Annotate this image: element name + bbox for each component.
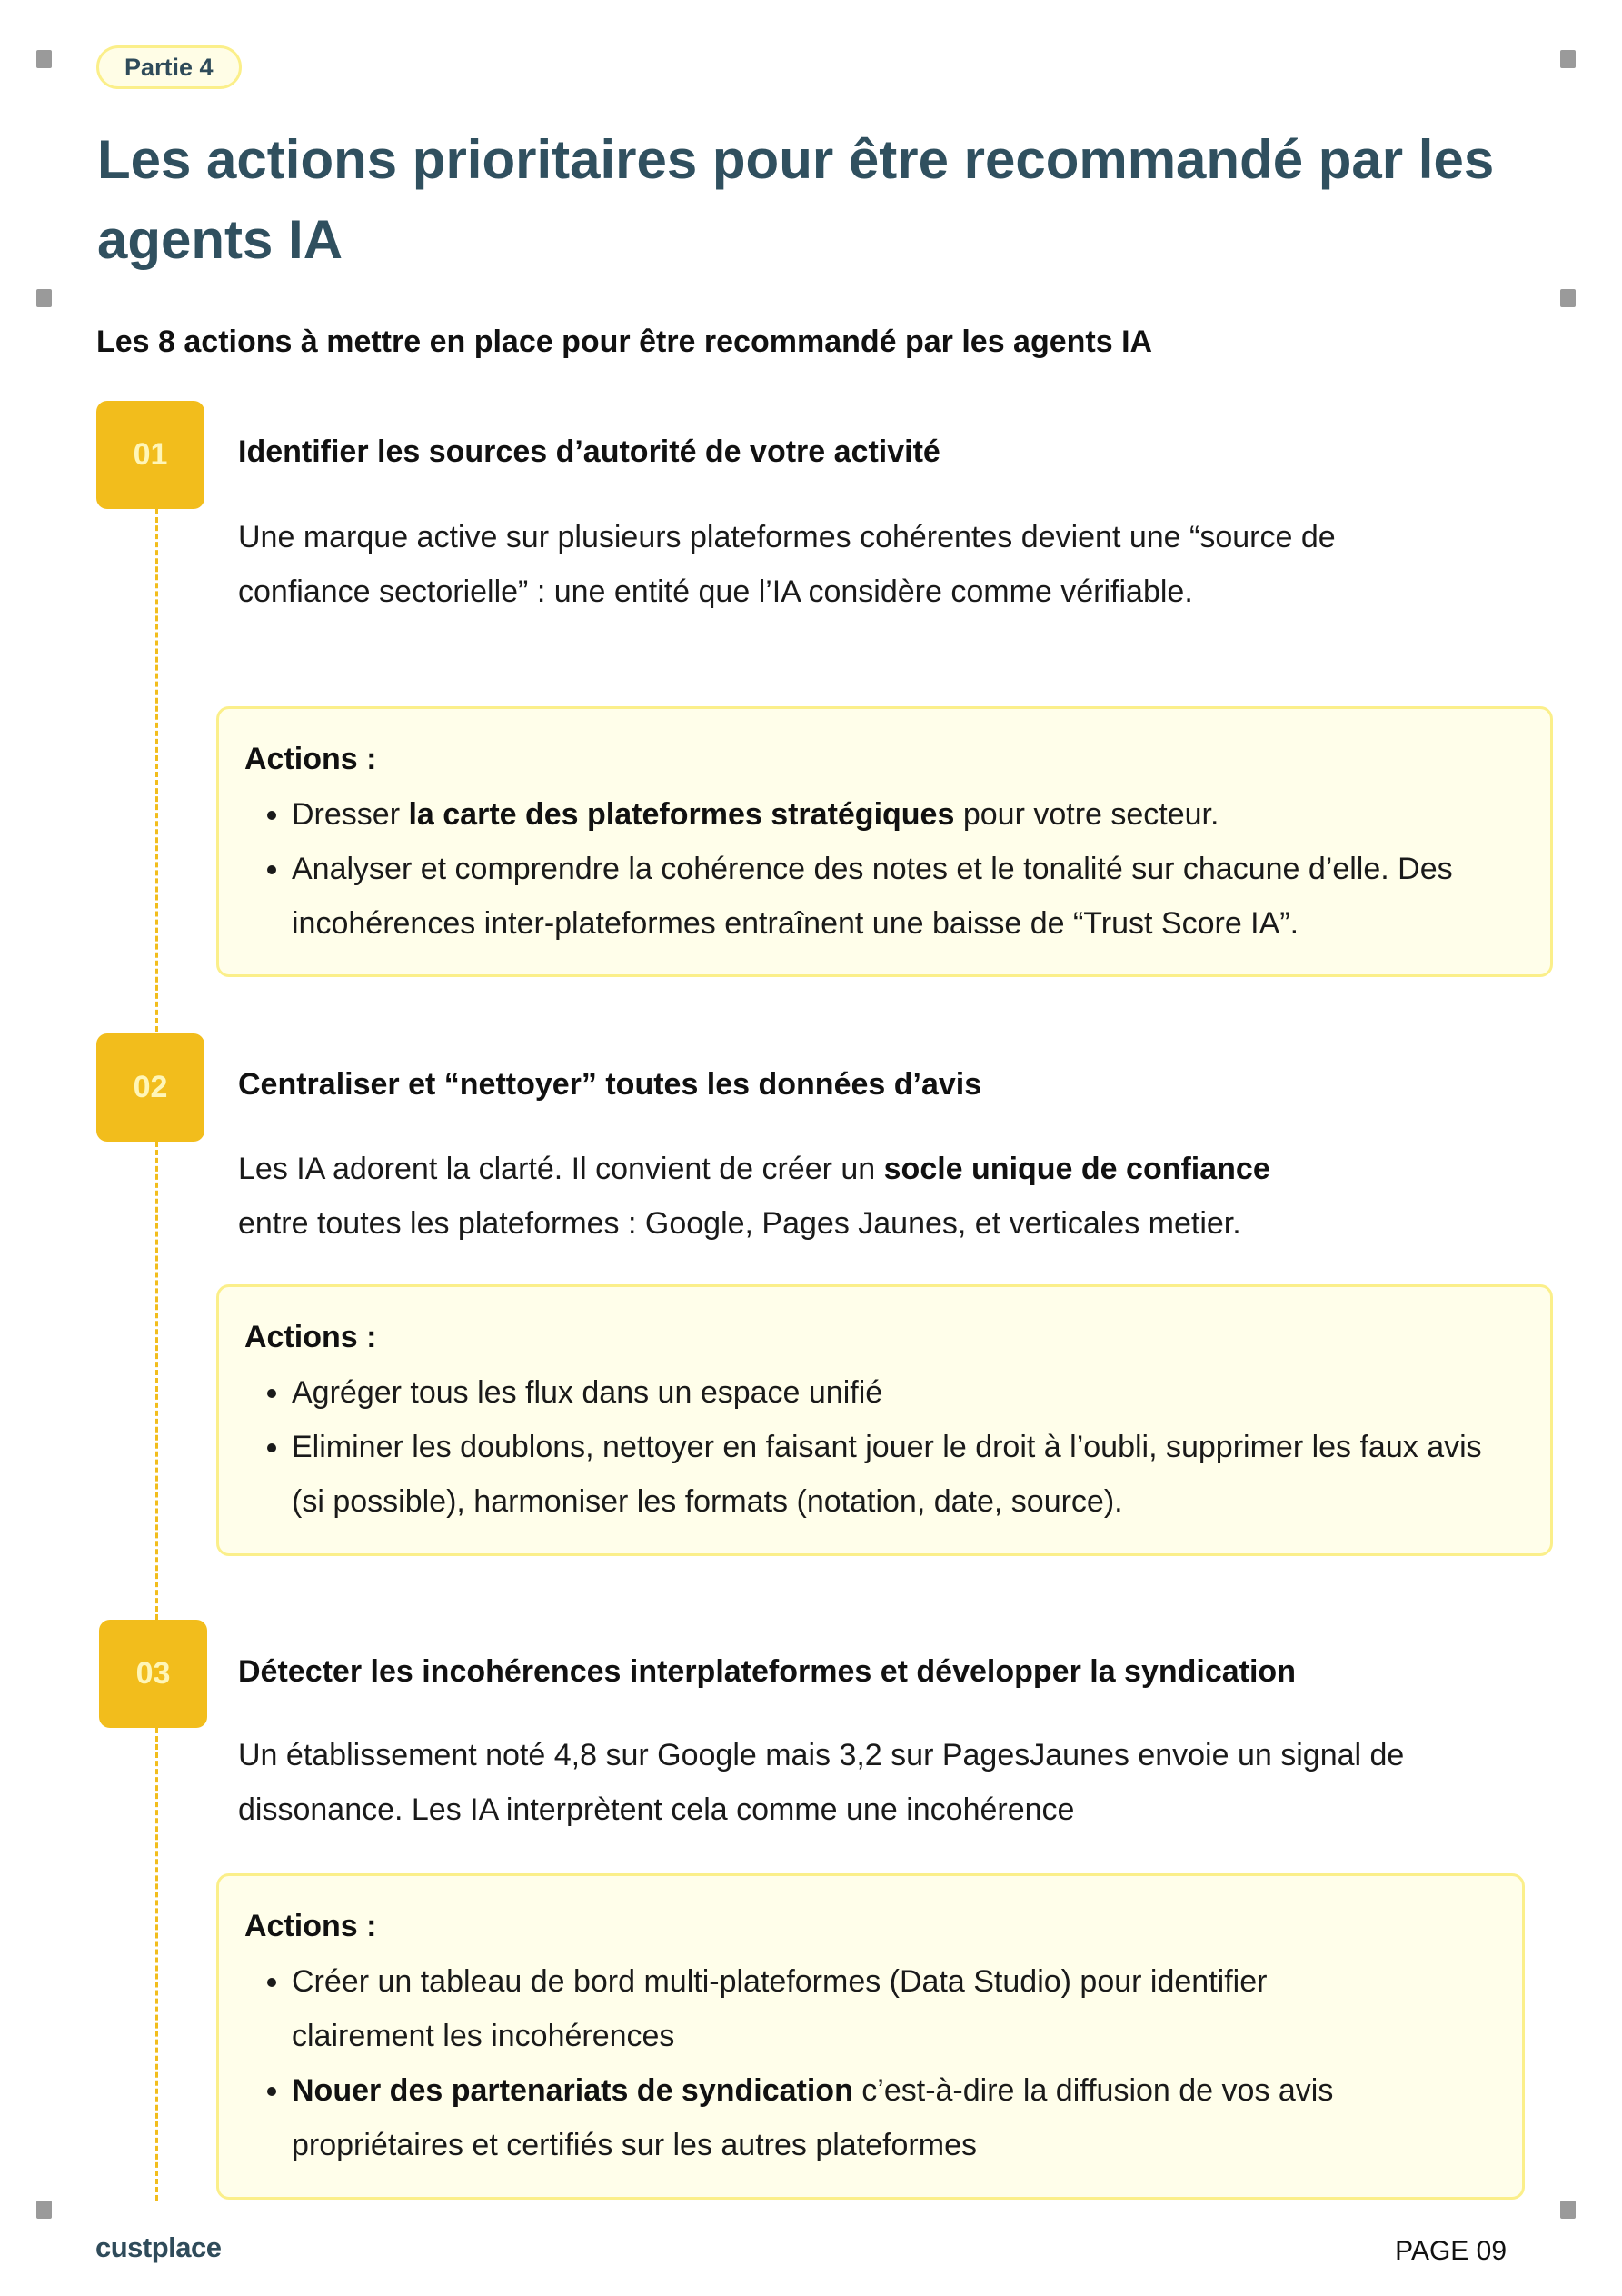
section-body: Une marque active sur plusieurs plateformes cohérentes devient une “source de confiance sectorielle” : une entité que l’IA considère comme vérifiable.: [238, 520, 1336, 609]
timeline-connector: [155, 1142, 158, 1620]
timeline-connector: [155, 509, 158, 1032]
actions-list: [244, 1365, 1525, 1529]
actions-label: Actions :: [244, 742, 377, 776]
actions-box: [216, 1873, 1525, 2200]
crop-mark-top-left: [36, 50, 52, 68]
actions-list: [244, 1954, 1497, 2172]
timeline-connector: [155, 1728, 158, 2201]
action-item: • Dresser la carte des plateformes stratégiques pour votre secteur.: [292, 787, 1525, 842]
crop-mark-mid-right: [1560, 289, 1576, 307]
action-item: • Analyser et comprendre la cohérence des notes et le tonalité sur chacune d’elle. Des incohérences inter-plateformes entraînent une baisse de “Trust Score IA”.: [292, 842, 1525, 951]
section-body: Les IA adorent la clarté. Il convient de créer un socle unique de confiance entre toutes les plateformes : Google, Pages Jaunes, et verticales metier.: [238, 1152, 1270, 1241]
section-title: Identifier les sources d’autorité de votre activité: [238, 434, 940, 469]
actions-label: Actions :: [244, 1909, 377, 1943]
part-badge: Partie 4: [96, 45, 242, 89]
crop-mark-bottom-right: [1560, 2201, 1576, 2219]
action-item: • Eliminer les doublons, nettoyer en faisant jouer le droit à l’oubli, supprimer les faux avis (si possible), harmoniser les formats (notation, date, source).: [292, 1420, 1525, 1529]
page-number: PAGE 09: [1395, 2236, 1507, 2266]
actions-box: [216, 1284, 1553, 1556]
actions-box: [216, 706, 1553, 977]
section-body: Un établissement noté 4,8 sur Google mais 3,2 sur PagesJaunes envoie un signal de dissonance. Les IA interprètent cela comme une incohérence: [238, 1738, 1405, 1827]
section-title: Détecter les incohérences interplateformes et développer la syndication: [238, 1654, 1296, 1689]
crop-mark-bottom-left: [36, 2201, 52, 2219]
step-number-02: 02: [96, 1033, 204, 1142]
custplace-logo: custplace: [95, 2231, 222, 2263]
step-number-03: 03: [99, 1620, 207, 1728]
crop-mark-mid-left: [36, 289, 52, 307]
step-number-01: 01: [96, 401, 204, 509]
action-item: • Nouer des partenariats de syndication c’est-à-dire la diffusion de vos avis propriétaires et certifiés sur les autres plateformes: [292, 2063, 1497, 2172]
crop-mark-top-right: [1560, 50, 1576, 68]
page-title: Les actions prioritaires pour être recommandé par les agents IA: [97, 129, 1495, 270]
section-title: Centraliser et “nettoyer” toutes les données d’avis: [238, 1067, 982, 1102]
action-item: • Créer un tableau de bord multi-plateformes (Data Studio) pour identifier clairement les incohérences: [292, 1954, 1497, 2063]
actions-label: Actions :: [244, 1320, 377, 1354]
actions-list: [244, 787, 1525, 951]
page-subtitle: Les 8 actions à mettre en place pour être recommandé par les agents IA: [96, 324, 1153, 359]
action-item: • Agréger tous les flux dans un espace unifié: [292, 1365, 1525, 1420]
